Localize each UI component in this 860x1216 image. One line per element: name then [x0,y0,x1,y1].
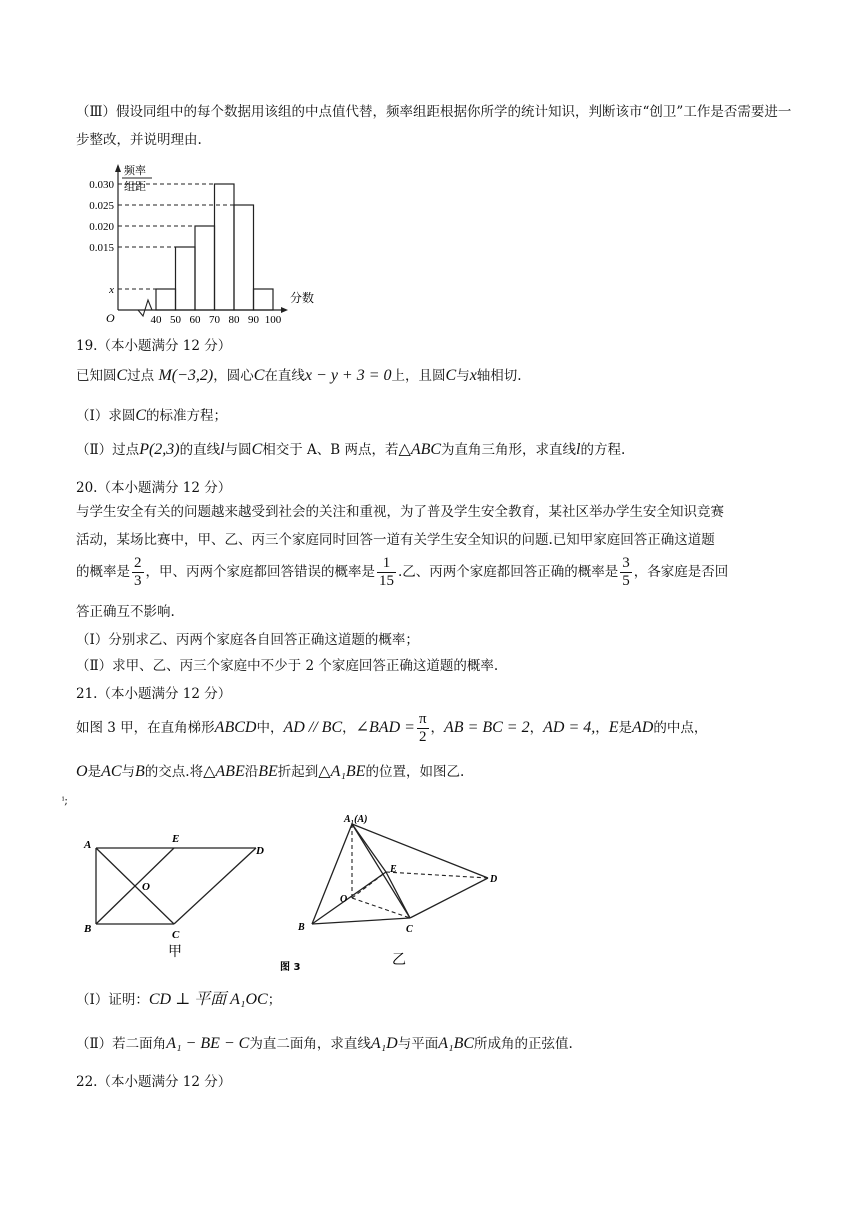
label-E-left: E [172,833,180,845]
q21-line2: O是AC与B的交点.将△ABE沿BE折起到△A₁BE的位置，如图乙. [76,763,465,780]
q20-part1: （Ⅰ）分别求乙、丙两个家庭各自回答正确这道题的概率； [76,632,419,648]
figure-jia [96,848,256,924]
label-E-right: E [390,864,397,875]
origin-label: O [106,311,115,325]
y-label-top: 频率 [124,164,146,177]
histogram-bar [215,184,235,310]
caption-jia: 甲 [168,944,182,960]
label-D-left: D [256,845,264,857]
x-tick-label: 100 [264,314,282,326]
x-axis-label: 分数 [290,291,315,305]
q21-header: 21.（本小题满分 12 分） [76,686,232,702]
figure-yi [312,824,488,924]
x-tick-label: 50 [170,314,181,326]
q19-header: 19.（本小题满分 12 分） [76,338,232,354]
q19-part1: （Ⅰ）求圆C的标准方程； [76,407,228,424]
q19-part2: （Ⅱ）过点P(2,3)的直线l与圆C相交于 A、B 两点，若△ABC为直角三角形，求直线l的方程. [76,441,626,458]
x-axis-arrow [281,307,288,313]
label-D-right: D [490,874,498,885]
q20-part2: （Ⅱ）求甲、乙、丙三个家庭中不少于 2 个家庭回答正确这道题的概率. [76,658,499,674]
y-tick-label: 0.020 [89,221,114,233]
label-O-right: O [340,894,348,905]
label-B-left: B [84,923,92,935]
y-tick-label: 0.025 [89,200,114,212]
q18-part3: （Ⅲ）假设同组中的每个数据用该组的中点值代替，频率组距根据你所学的统计知识，判断该市“创卫”工作是否需要进一步整改，并说明理由. [76,104,792,148]
q22-header: 22.（本小题满分 12 分） [76,1074,232,1090]
figure-yi-hidden [352,824,488,918]
histogram-bar [156,289,176,310]
histogram-bar [234,205,254,310]
x-tick-label: 80 [228,314,240,326]
label-B-right: B [298,922,305,933]
caption-yi: 乙 [392,952,406,968]
q21-part2: （Ⅱ）若二面角A₁ − BE − C为直二面角，求直线A₁D与平面A₁BC所成角的正弦值. [76,1035,573,1052]
x-tick-label: 70 [209,314,220,326]
q21-line1: 如图 3 甲，在直角梯形ABCD中，AD // BC，∠BAD = $\frac{\pi}{2}$ ，AB = BC = 2，AD = 4,，E是AD的中点， [76,711,708,745]
y-axis-arrow [115,164,121,172]
histogram-bar [254,289,274,310]
histogram-bar [176,247,196,310]
q20-line1: 与学生安全有关的问题越来越受到社会的关注和重视，为了普及学生安全教育，某社区举办学生安全知识竞赛 [76,504,724,520]
label-C-right: C [406,924,413,935]
q19-stem: 已知圆C过点 M(−3,2)，圆心C在直线x − y + 3 = 0上，且圆C与x轴相切. [76,367,522,384]
y-tick-label: x [109,284,114,296]
y-tick-label: 0.015 [89,242,114,254]
q21-part1: （Ⅰ）证明：CD ⊥ 平面 A₁OC； [76,991,282,1008]
x-tick-label: 40 [150,314,162,326]
label-C-left: C [172,929,180,941]
label-O-left: O [142,881,150,893]
label-A-left: A [84,839,92,851]
q20-line3: 的概率是 $\frac{2}{3}$ ，甲、丙两个家庭都回答错误的概率是 $\frac{1}{15}$ .乙、丙两个家庭都回答正确的概率是 $\frac{3}{5}$ ，各家庭是否回 [76,555,729,589]
y-label-bottom: 组距 [124,180,146,193]
q20-header: 20.（本小题满分 12 分） [76,480,232,496]
frequency-histogram [76,158,376,328]
x-tick-label: 60 [189,314,201,326]
q20-line2: 活动，某场比赛中，甲、乙、丙三个家庭同时回答一道有关学生安全知识的问题.已知甲家庭回答正确这道题 [76,532,715,548]
caption-figure-3: 图 3 [280,962,301,973]
label-A1-right: A₁(A) [344,814,368,825]
histogram-bar [195,226,215,310]
y-tick-label: 0.030 [89,179,114,191]
x-tick-label: 90 [248,314,259,326]
stray-mark: ⁱ; [62,794,68,807]
q20-line4: 答正确互不影响. [76,604,175,620]
figure-3 [76,806,536,976]
